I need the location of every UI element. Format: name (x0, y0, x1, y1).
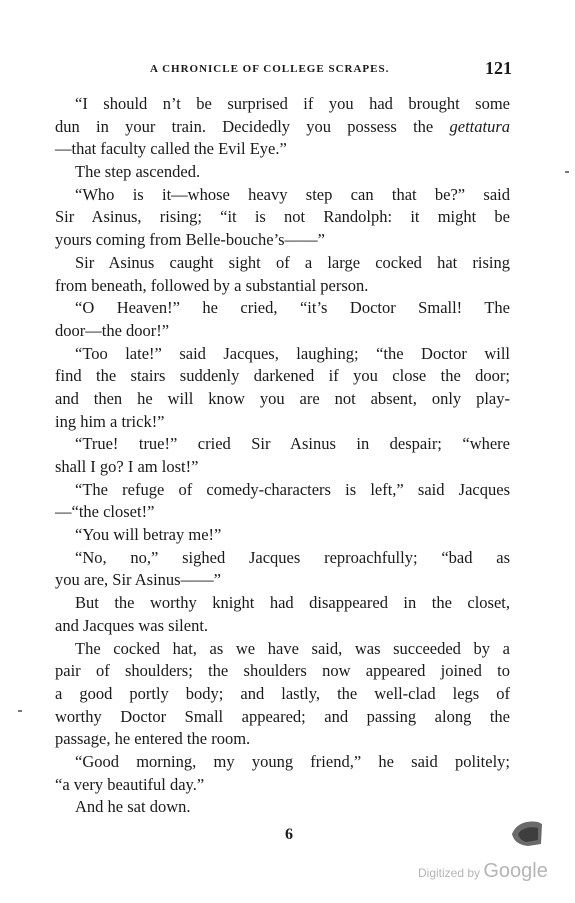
watermark-brand: Google (483, 860, 548, 882)
text-line-content: you are, Sir Asinus——” (55, 570, 221, 590)
text-line (55, 774, 510, 797)
text-line-content: and Jacques was silent. (55, 615, 209, 635)
text-line (55, 93, 510, 116)
text-line-content: Sir Asinus, rising; “it is not Randolph: it might be (55, 207, 510, 227)
text-line (55, 501, 510, 524)
text-line (55, 138, 510, 161)
text-line (55, 343, 510, 366)
text-line-content: The cocked hat, as we have said, was succeeded by a (75, 638, 510, 658)
text-line (55, 275, 510, 298)
text-line-content: find the stairs suddenly darkened if you close the door; (55, 366, 510, 386)
text-line-content: dun in your train. Decidedly you possess the gettatura (55, 116, 510, 136)
text-line (55, 751, 510, 774)
text-line (55, 524, 510, 547)
text-line-content: “Too late!” said Jacques, laughing; “the Doctor will (75, 343, 510, 363)
page-body (55, 93, 510, 819)
text-line (55, 229, 510, 252)
text-line (55, 206, 510, 229)
text-line-content: —that faculty called the Evil Eye.” (55, 139, 287, 159)
page-corner-smudge (508, 812, 544, 848)
text-line (55, 592, 510, 615)
text-line (55, 365, 510, 388)
text-line (55, 683, 510, 706)
text-line-content: “The refuge of comedy-characters is left,” said Jacques (75, 479, 510, 499)
text-line (55, 706, 510, 729)
text-line (55, 796, 510, 819)
digitized-watermark (418, 860, 548, 883)
text-line (55, 297, 510, 320)
text-line (55, 456, 510, 479)
text-line (55, 479, 510, 502)
text-line-content: Sir Asinus caught sight of a large cocked hat rising (75, 252, 510, 272)
margin-mark (565, 171, 569, 173)
text-line (55, 728, 510, 751)
text-line-content: from beneath, followed by a substantial person. (55, 275, 369, 295)
signature-mark: 6 (285, 826, 293, 843)
running-header (150, 58, 522, 82)
text-line (55, 161, 510, 184)
text-line (55, 252, 510, 275)
text-line (55, 638, 510, 661)
text-line-content: “I should n’t be surprised if you had brought some (75, 94, 510, 113)
text-line-content: worthy Doctor Small appeared; and passing along the (55, 706, 510, 726)
text-line-content: passage, he entered the room. (55, 729, 251, 749)
text-line-content: —“the closet!” (55, 502, 155, 522)
text-line (55, 569, 510, 592)
text-line (55, 320, 510, 343)
text-line-content: “Who is it—whose heavy step can that be?” said (75, 184, 510, 204)
text-line-content: But the worthy knight had disappeared in the closet, (75, 593, 510, 613)
text-line (55, 615, 510, 638)
text-line-content: ing him a trick!” (55, 411, 165, 431)
text-line-content: “No, no,” sighed Jacques reproachfully; “bad as (75, 547, 510, 567)
text-line-content: pair of shoulders; the shoulders now appeared joined to (55, 661, 510, 681)
watermark-prefix: Digitized by (418, 866, 484, 880)
text-line (55, 433, 510, 456)
text-line-content: The step ascended. (75, 162, 201, 182)
page-number: 121 (485, 58, 512, 78)
running-title: A CHRONICLE OF COLLEGE SCRAPES. (150, 63, 390, 75)
text-line (55, 116, 510, 139)
text-line-content: shall I go? I am lost!” (55, 457, 199, 476)
text-line-content: door—the door!” (55, 320, 170, 340)
text-line-content: a good portly body; and lastly, the well-clad legs of (55, 683, 510, 703)
text-line-content: “a very beautiful day.” (55, 774, 205, 794)
text-line (55, 660, 510, 683)
text-line (55, 547, 510, 570)
text-line-content: “Good morning, my young friend,” he said politely; (75, 751, 510, 771)
text-line (55, 411, 510, 434)
margin-mark (18, 710, 22, 712)
text-line (55, 184, 510, 207)
text-line-content: and then he will know you are not absent, only play- (55, 388, 510, 408)
text-line-content: And he sat down. (75, 797, 191, 817)
text-line-content: “O Heaven!” he cried, “it’s Doctor Small! The (75, 298, 510, 318)
text-line-content: “You will betray me!” (75, 525, 222, 545)
text-line (55, 388, 510, 411)
text-line-content: yours coming from Belle-bouche’s——” (55, 230, 325, 250)
text-line-content: “True! true!” cried Sir Asinus in despair; “where (75, 434, 510, 454)
